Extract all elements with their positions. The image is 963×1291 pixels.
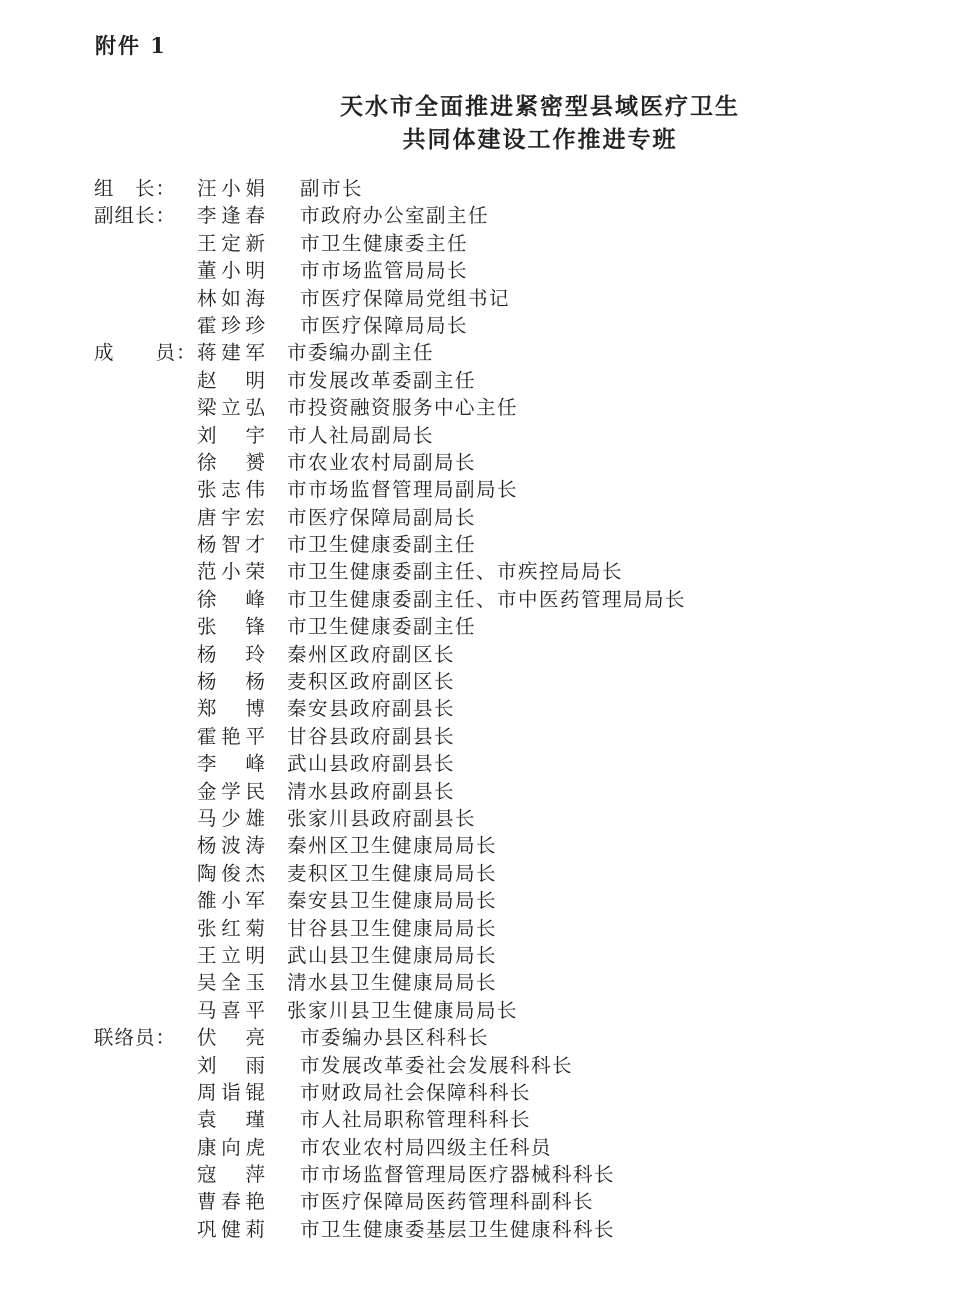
roster-row	[0, 1134, 963, 1161]
roster-row	[0, 285, 963, 312]
person-name: 伏 亮	[197, 1026, 265, 1050]
person-name: 李 逢 春	[197, 204, 265, 228]
person-name: 梁 立 弘	[197, 396, 265, 420]
person-name: 汪 小 娟	[197, 177, 265, 200]
attachment-label: 附件 1	[95, 33, 167, 58]
person-name: 林 如 海	[197, 286, 265, 310]
person-name: 袁 瑾	[197, 1108, 265, 1132]
person-position: 市农业农村局四级主任科员	[300, 1135, 553, 1159]
person-position: 市人社局职称管理科科长	[300, 1108, 532, 1132]
person-position: 张家川县卫生健康局局长	[287, 998, 519, 1022]
person-name: 刘 雨	[197, 1053, 265, 1077]
roster-row	[0, 750, 963, 777]
person-name: 范 小 荣	[197, 560, 265, 584]
person-name: 张 红 菊	[197, 916, 265, 940]
roster-row	[0, 668, 963, 695]
person-position: 市卫生健康委副主任	[287, 615, 477, 639]
person-name: 周 诣 锟	[197, 1080, 265, 1104]
member-roster	[0, 175, 963, 1243]
person-position: 秦安县政府副县长	[287, 697, 456, 721]
person-position: 麦积区卫生健康局局长	[287, 861, 498, 885]
person-position: 市卫生健康委副主任、市中医药管理局局长	[287, 587, 687, 611]
person-position: 武山县卫生健康局局长	[287, 943, 498, 967]
person-name: 李 峰	[197, 752, 265, 776]
person-position: 清水县政府副县长	[287, 779, 456, 803]
person-name: 王 定 新	[197, 231, 265, 255]
person-position: 张家川县政府副县长	[287, 806, 477, 830]
person-position: 市市场监督管理局副局长	[287, 478, 519, 502]
person-name: 刘 宇	[197, 423, 265, 447]
roster-row	[0, 312, 963, 339]
person-name: 蒋 建 军	[197, 341, 265, 365]
roster-row	[0, 805, 963, 832]
roster-row	[0, 915, 963, 942]
roster-row	[0, 339, 963, 366]
person-name: 赵 明	[197, 368, 265, 392]
person-position: 秦州区卫生健康局局长	[287, 834, 498, 858]
person-name: 寇 萍	[197, 1163, 265, 1187]
roster-row	[0, 860, 963, 887]
roster-row	[0, 257, 963, 284]
person-name: 霍 珍 珍	[197, 313, 265, 337]
roster-row	[0, 1216, 963, 1243]
person-position: 市发展改革委副主任	[287, 368, 477, 392]
roster-row	[0, 1079, 963, 1106]
person-position: 市市场监督管理局医疗器械科科长	[300, 1163, 616, 1187]
person-position: 市卫生健康委主任	[300, 231, 469, 255]
roster-row	[0, 613, 963, 640]
roster-row	[0, 832, 963, 859]
roster-row	[0, 422, 963, 449]
roster-row	[0, 1052, 963, 1079]
document-title-line-1: 天水市全面推进紧密型县域医疗卫生	[340, 93, 740, 120]
role-label: 成 员：	[94, 341, 197, 365]
roster-row	[0, 778, 963, 805]
roster-row	[0, 558, 963, 585]
document-title-line-2: 共同体建设工作推进专班	[402, 126, 678, 153]
roster-row	[0, 641, 963, 668]
roster-row	[0, 997, 963, 1024]
person-name: 徐 赟	[197, 450, 265, 474]
person-position: 甘谷县政府副县长	[287, 724, 456, 748]
person-position: 副市长	[300, 177, 364, 200]
person-position: 清水县卫生健康局局长	[287, 971, 498, 995]
person-name: 张 志 伟	[197, 478, 265, 502]
roster-row	[0, 175, 963, 202]
person-position: 武山县政府副县长	[287, 752, 456, 776]
role-label: 联络员：	[94, 1026, 177, 1050]
person-name: 曹 春 艳	[197, 1190, 265, 1214]
person-name: 马 喜 平	[197, 998, 265, 1022]
person-position: 市卫生健康委副主任、市疾控局局长	[287, 560, 624, 584]
roster-row	[0, 394, 963, 421]
roster-row	[0, 887, 963, 914]
person-position: 市人社局副局长	[287, 423, 435, 447]
person-position: 秦安县卫生健康局局长	[287, 889, 498, 913]
roster-row	[0, 942, 963, 969]
person-position: 市医疗保障局医药管理科副科长	[300, 1190, 595, 1214]
person-position: 市卫生健康委基层卫生健康科科长	[300, 1217, 616, 1241]
roster-row	[0, 1188, 963, 1215]
person-name: 陶 俊 杰	[197, 861, 265, 885]
person-position: 市农业农村局副局长	[287, 450, 477, 474]
person-name: 杨 杨	[197, 670, 265, 694]
person-name: 杨 智 才	[197, 533, 265, 557]
person-name: 唐 宇 宏	[197, 505, 265, 529]
roster-row	[0, 695, 963, 722]
person-name: 董 小 明	[197, 259, 265, 283]
roster-row	[0, 449, 963, 476]
person-name: 巩 健 莉	[197, 1217, 265, 1241]
roster-row	[0, 531, 963, 558]
person-name: 吴 全 玉	[197, 971, 265, 995]
person-name: 霍 艳 平	[197, 724, 265, 748]
person-position: 麦积区政府副区长	[287, 670, 456, 694]
roster-row	[0, 969, 963, 996]
person-position: 市投资融资服务中心主任	[287, 396, 519, 420]
person-position: 市政府办公室副主任	[300, 204, 490, 228]
person-name: 杨 波 涛	[197, 834, 265, 858]
person-position: 市医疗保障局党组书记	[300, 286, 511, 310]
person-position: 秦州区政府副区长	[287, 642, 456, 666]
roster-row	[0, 723, 963, 750]
person-position: 市委编办副主任	[287, 341, 435, 365]
person-name: 康 向 虎	[197, 1135, 265, 1159]
person-position: 市发展改革委社会发展科科长	[300, 1053, 574, 1077]
person-position: 市市场监管局局长	[300, 259, 469, 283]
person-name: 马 少 雄	[197, 806, 265, 830]
person-position: 市医疗保障局局长	[300, 313, 469, 337]
person-name: 郑 博	[197, 697, 265, 721]
roster-row	[0, 476, 963, 503]
person-name: 金 学 民	[197, 779, 265, 803]
roster-row	[0, 1106, 963, 1133]
roster-row	[0, 1024, 963, 1051]
roster-row	[0, 202, 963, 229]
person-position: 市财政局社会保障科科长	[300, 1080, 532, 1104]
person-position: 甘谷县卫生健康局局长	[287, 916, 498, 940]
role-label: 组 长：	[94, 177, 177, 200]
roster-row	[0, 504, 963, 531]
person-name: 王 立 明	[197, 943, 265, 967]
role-label: 副组长：	[94, 204, 177, 228]
person-position: 市卫生健康委副主任	[287, 533, 477, 557]
roster-row	[0, 230, 963, 257]
person-position: 市医疗保障局副局长	[287, 505, 477, 529]
person-name: 徐 峰	[197, 587, 265, 611]
person-name: 雒 小 军	[197, 889, 265, 913]
roster-row	[0, 1161, 963, 1188]
roster-row	[0, 586, 963, 613]
roster-row	[0, 367, 963, 394]
person-position: 市委编办县区科科长	[300, 1026, 490, 1050]
person-name: 张 锋	[197, 615, 265, 639]
person-name: 杨 玲	[197, 642, 265, 666]
